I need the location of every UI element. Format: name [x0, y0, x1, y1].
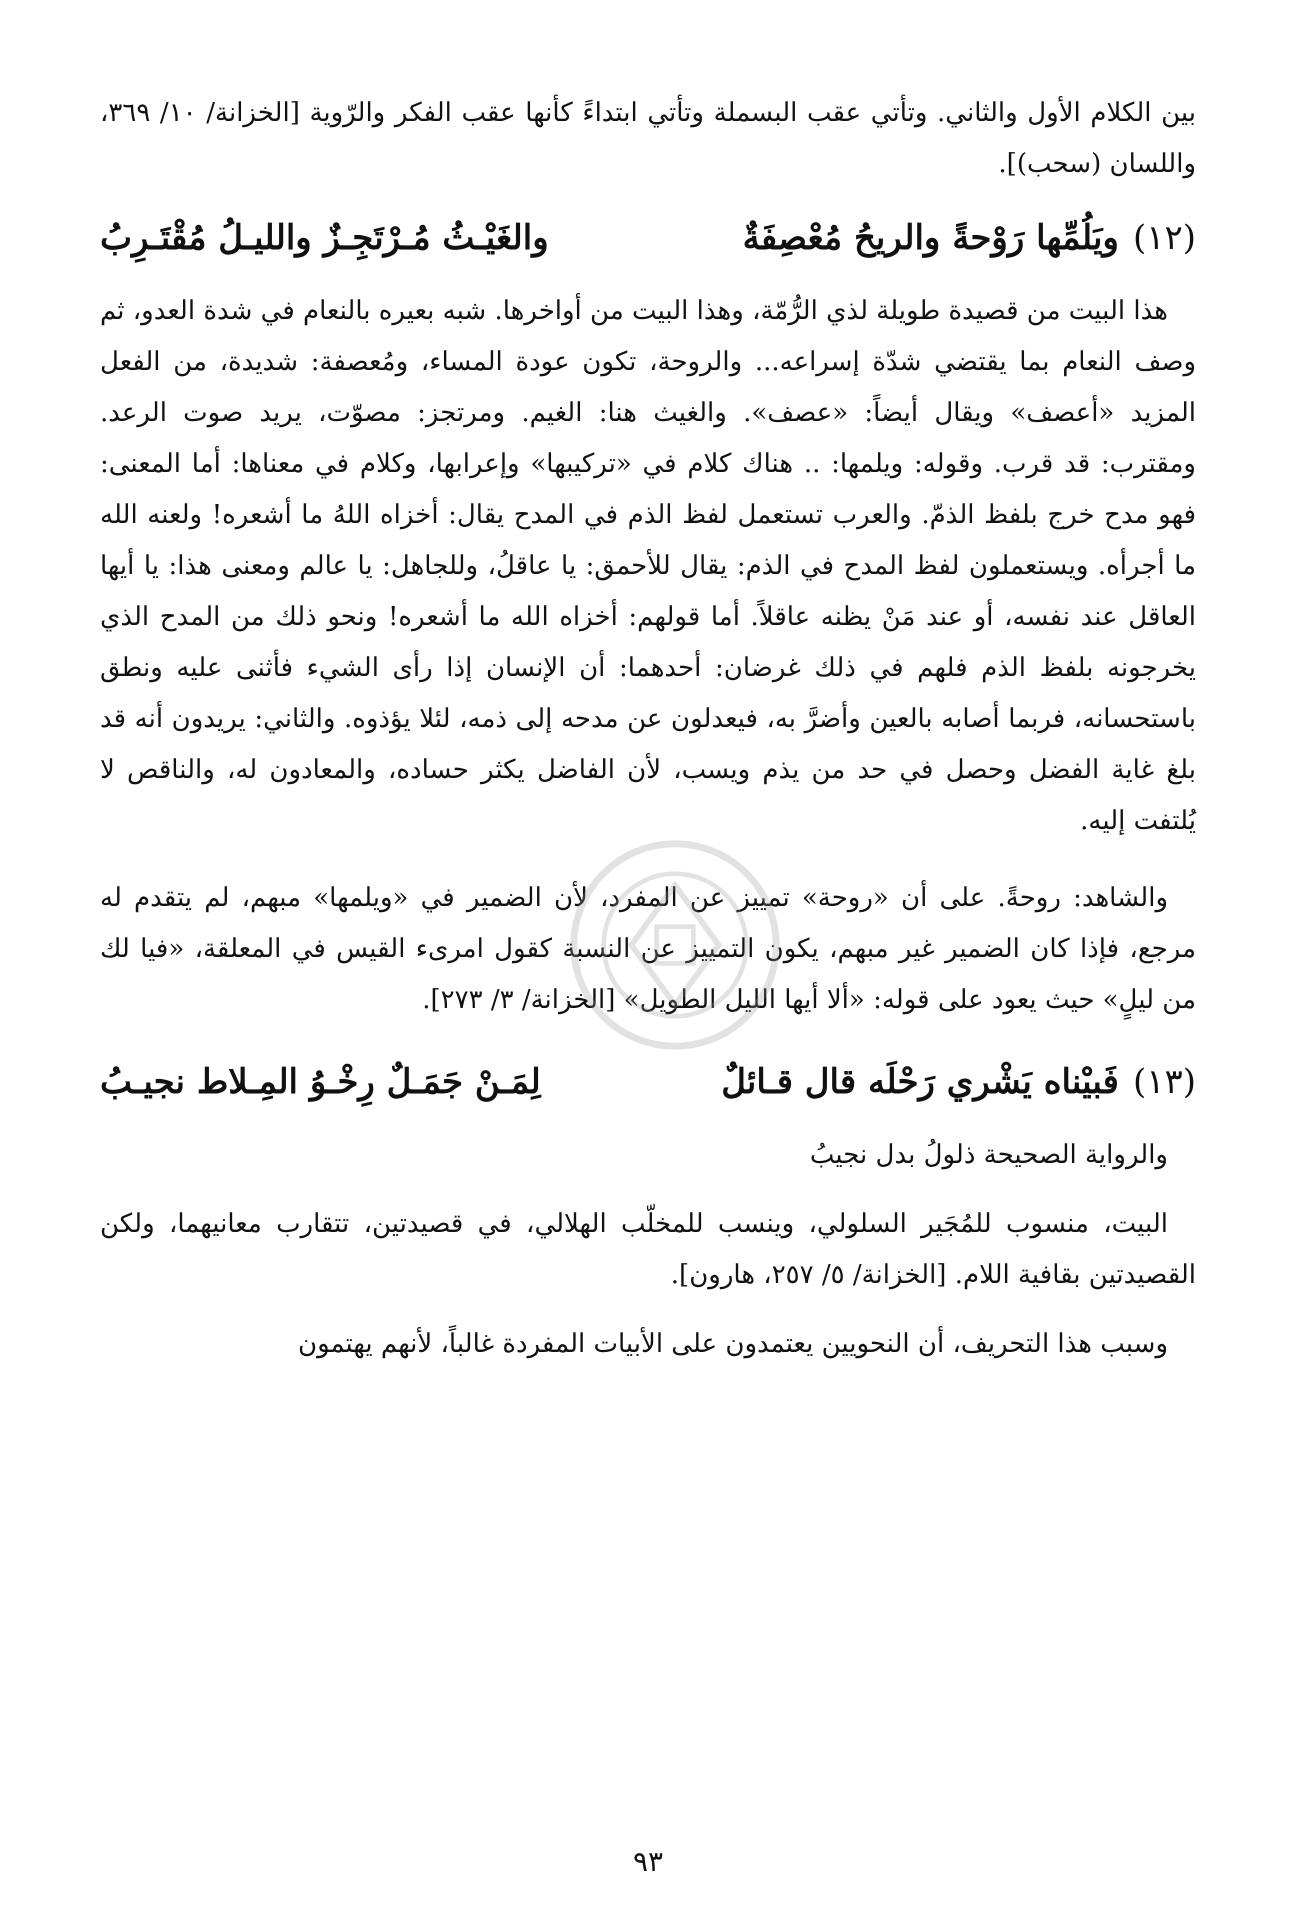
- verse-13-second-half: لِمَـنْ جَمَـلٌ رِخْـوُ المِـلاط نجيـبُ: [100, 1062, 541, 1102]
- paragraph-evidence: والشاهد: روحةً. على أن «روحة» تمييز عن المفرد، لأن الضمير في «ويلمها» مبهم، لم يتقدم له مرجع، فإذا كان الضمير غير مبهم، يكون التمييز عن النسبة كقول امرىء القيس في المعلقة، «فيا لك من ليلٍ» حيث يعود على قوله: «ألا أيها الليل الطويل» [الخزانة/ ٣/ ٢٧٣].: [100, 883, 1196, 1015]
- page-number: ٩٣: [632, 1845, 664, 1878]
- verse-13: [100, 1052, 1196, 1112]
- verse-12-first-half-text: ويَلُمِّها رَوْحةً والريحُ مُعْصِفَةٌ: [742, 218, 1119, 258]
- verse-12-second-half: والغَيْـثُ مُـرْتَجِـزٌ والليـلُ مُقْتَـرِبُ: [100, 218, 549, 258]
- page-body: [100, 88, 1196, 1370]
- verse-12-number: (١٢): [1132, 218, 1196, 258]
- library-seal-icon: [560, 830, 790, 1060]
- paragraph-commentary: هذا البيت من قصيدة طويلة لذي الرُّمّة، وهذا البيت من أواخرها. شبه بعيره بالنعام في شدة العدو، ثم وصف النعام بما يقتضي شدّة إسراعه... والروحة، تكون عودة المساء، ومُعصفة: شديدة، من الفعل المزيد «أعصف» ويقال أيضاً: «عصف». والغيث هنا: الغيم. ومرتجز: مصوّت، يريد صوت الرعد. ومقترب: قد قرب. وقوله: ويلمها: .. هناك كلام في «تركيبها» وإعرابها، وكلام في معناها: أما المعنى: فهو مدح خرج بلفظ الذمّ. والعرب تستعمل لفظ الذم في المدح يقال: أخزاه اللهُ ما أشعره! ولعنه الله ما أجرأه. ويستعملون لفظ المدح في الذم: يقال للأحمق: يا عاقلُ، وللجاهل: يا عالم ومعنى هذا: يا أيها العاقل عند نفسه، أو عند مَنْ يظنه عاقلاً. أما قولهم: أخزاه الله ما أشعره! ونحو ذلك من المدح الذي يخرجونه بلفظ الذم فلهم في ذلك غرضان: أحدهما: أن الإنسان إذا رأى الشيء فأثنى عليه ونطق باستحسانه، فربما أصابه بالعين وأضرَّ به، فيعدلون عن مدحه إلى ذمه، لئلا يؤذوه. والثاني: يريدون أنه قد بلغ غاية الفضل وحصل في حد من يذم ويسب، لأن الفاضل يكثر حساده، والمعادون له، والناقص لا يُلتفت إليه.: [99, 296, 1196, 836]
- verse-12-first-half: [743, 208, 1196, 268]
- verse-13-first-half-text: فَبيْناه يَشْري رَحْلَه قال قـائلٌ: [721, 1062, 1119, 1102]
- paragraph-attribution: البيت، منسوب للمُجَير السلولي، وينسب للمخلّب الهلالي، في قصيدتين، تتقارب معانيهما، ولكن القصيدتين بقافية اللام. [الخزانة/ ٥/ ٢٥٧، هارون].: [100, 1209, 1196, 1290]
- paragraph-distortion-reason: وسبب هذا التحريف، أن النحويين يعتمدون على الأبيات المفردة غالباً، لأنهم يهتمون: [298, 1329, 1168, 1359]
- paragraph-intro: بين الكلام الأول والثاني. وتأتي عقب البسملة وتأتي ابتداءً كأنها عقب الفكر والرّوية [الخزانة/ ١٠/ ٣٦٩، واللسان (سحب)].: [100, 98, 1197, 179]
- verse-12: [100, 208, 1196, 268]
- verse-13-first-half: [721, 1052, 1196, 1112]
- paragraph-correct-narration: والرواية الصحيحة ذلولُ بدل نجيبُ: [809, 1140, 1168, 1170]
- verse-13-number: (١٣): [1132, 1062, 1196, 1102]
